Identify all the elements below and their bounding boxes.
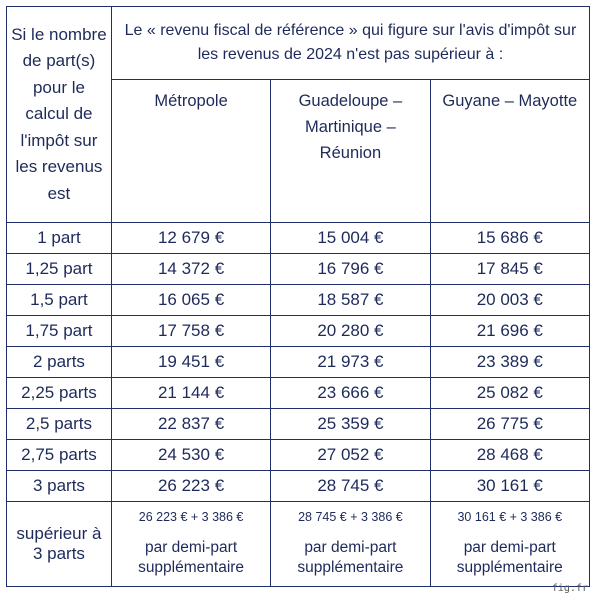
parts-cell: 2,75 parts: [7, 440, 112, 471]
parts-cell: supérieur à 3 parts: [7, 502, 112, 587]
formula-cell: [271, 502, 430, 587]
table-row: [7, 254, 590, 285]
value-cell: 17 845 €: [430, 254, 589, 285]
parts-cell: 2,5 parts: [7, 409, 112, 440]
value-cell: 25 359 €: [271, 409, 430, 440]
value-cell: 24 530 €: [111, 440, 270, 471]
value-cell: 14 372 €: [111, 254, 270, 285]
value-cell: 27 052 €: [271, 440, 430, 471]
zone-header-guadeloupe-martinique-reunion: Guadeloupe – Martinique – Réunion: [271, 80, 430, 223]
parts-cell: 1,5 part: [7, 285, 112, 316]
value-cell: 28 468 €: [430, 440, 589, 471]
formula-text: 30 161 € + 3 386 €: [457, 510, 563, 524]
value-cell: 25 082 €: [430, 378, 589, 409]
formula-cell: [111, 502, 270, 587]
value-cell: 21 696 €: [430, 316, 589, 347]
value-cell: 23 666 €: [271, 378, 430, 409]
value-cell: 30 161 €: [430, 471, 589, 502]
parts-column-header: Si le nombre de part(s) pour le calcul de l'impôt sur les revenus est: [7, 7, 112, 223]
value-cell: 20 280 €: [271, 316, 430, 347]
value-cell: 20 003 €: [430, 285, 589, 316]
parts-cell: 1 part: [7, 223, 112, 254]
formula-text: 26 223 € + 3 386 €: [138, 510, 244, 524]
table-row: [7, 378, 590, 409]
per-half-share-note: par demi-part supplémentaire: [456, 539, 563, 576]
formula-cell: [430, 502, 589, 587]
table-row: [7, 347, 590, 378]
value-cell: 19 451 €: [111, 347, 270, 378]
value-cell: 26 775 €: [430, 409, 589, 440]
value-cell: 16 065 €: [111, 285, 270, 316]
zone-header-guyane-mayotte: Guyane – Mayotte: [430, 80, 589, 223]
value-cell: 23 389 €: [430, 347, 589, 378]
value-cell: 22 837 €: [111, 409, 270, 440]
table-row: [7, 409, 590, 440]
table-row: [7, 471, 590, 502]
watermark: fig.fr: [551, 583, 588, 594]
income-threshold-table: [6, 6, 590, 587]
table-row: [7, 285, 590, 316]
parts-cell: 1,75 part: [7, 316, 112, 347]
table-row-above-3-parts: [7, 502, 590, 587]
value-cell: 15 686 €: [430, 223, 589, 254]
value-cell: 12 679 €: [111, 223, 270, 254]
formula-text: 28 745 € + 3 386 €: [298, 510, 403, 524]
value-cell: 28 745 €: [271, 471, 430, 502]
value-cell: 26 223 €: [111, 471, 270, 502]
per-half-share-note: par demi-part supplémentaire: [138, 539, 245, 576]
value-cell: 21 144 €: [111, 378, 270, 409]
per-half-share-note: par demi-part supplémentaire: [297, 539, 404, 576]
value-cell: 15 004 €: [271, 223, 430, 254]
zone-header-metropole: Métropole: [111, 80, 270, 223]
threshold-header: Le « revenu fiscal de référence » qui figure sur l'avis d'impôt sur les revenus de 2024 n'est pas supérieur à :: [111, 7, 589, 80]
value-cell: 16 796 €: [271, 254, 430, 285]
parts-cell: 3 parts: [7, 471, 112, 502]
parts-cell: 1,25 part: [7, 254, 112, 285]
value-cell: 17 758 €: [111, 316, 270, 347]
parts-cell: 2 parts: [7, 347, 112, 378]
value-cell: 18 587 €: [271, 285, 430, 316]
value-cell: 21 973 €: [271, 347, 430, 378]
table-row: [7, 223, 590, 254]
parts-cell: 2,25 parts: [7, 378, 112, 409]
table-row: [7, 316, 590, 347]
table-row: [7, 440, 590, 471]
